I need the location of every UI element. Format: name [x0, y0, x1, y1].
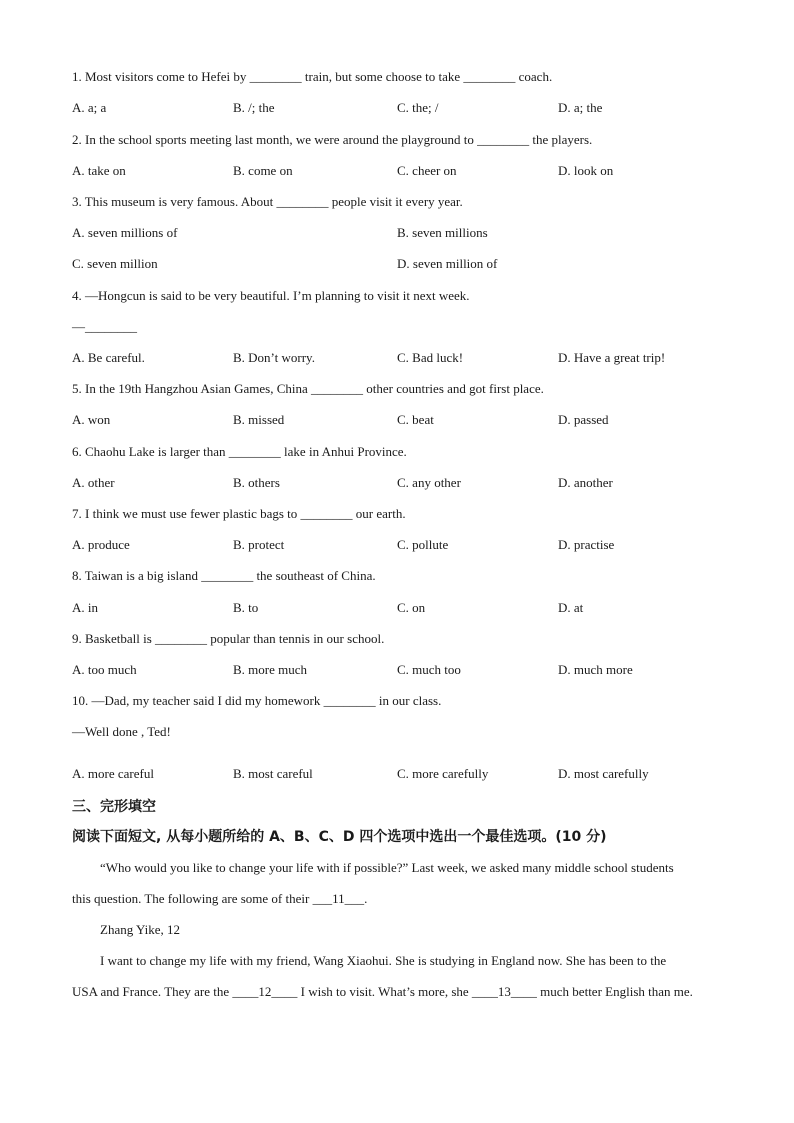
q6-option-a[interactable]: A. other — [72, 475, 115, 490]
q2-option-a[interactable]: A. take on — [72, 163, 126, 178]
q2-option-d[interactable]: D. look on — [558, 163, 614, 178]
q5-option-c[interactable]: C. beat — [397, 412, 434, 427]
q7-option-a[interactable]: A. produce — [72, 537, 130, 552]
q4-option-d[interactable]: D. Have a great trip! — [558, 350, 666, 365]
q3-option-b[interactable]: B. seven millions — [397, 225, 488, 240]
q4-option-c[interactable]: C. Bad luck! — [397, 350, 464, 365]
q6-option-b[interactable]: B. others — [233, 475, 280, 490]
question-2-stem: 2. In the school sports meeting last month, we were around the playground to ________ the players. — [72, 132, 593, 147]
q10-option-d[interactable]: D. most carefully — [558, 766, 649, 781]
q6-option-d[interactable]: D. another — [558, 475, 613, 490]
q9-option-a[interactable]: A. too much — [72, 662, 137, 677]
section-title: 三、完形填空 — [72, 799, 156, 815]
question-10-stem: 10. —Dad, my teacher said I did my homework ________ in our class. — [72, 693, 442, 708]
q3-option-c[interactable]: C. seven million — [72, 256, 158, 271]
question-3-stem: 3. This museum is very famous. About ________ people visit it every year. — [72, 194, 463, 209]
q3-option-d[interactable]: D. seven million of — [397, 256, 498, 271]
q8-option-c[interactable]: C. on — [397, 600, 426, 615]
q5-option-d[interactable]: D. passed — [558, 412, 609, 427]
q10-option-c[interactable]: C. more carefully — [397, 766, 489, 781]
section-instruction: 阅读下面短文, 从每小题所给的 A、B、C、D 四个选项中选出一个最佳选项。(10 分) — [72, 829, 607, 845]
q7-option-d[interactable]: D. practise — [558, 537, 615, 552]
q7-option-b[interactable]: B. protect — [233, 537, 285, 552]
question-6-stem: 6. Chaohu Lake is larger than ________ lake in Anhui Province. — [72, 444, 407, 459]
q1-option-b[interactable]: B. /; the — [233, 100, 275, 115]
q7-option-c[interactable]: C. pollute — [397, 537, 449, 552]
question-5-stem: 5. In the 19th Hangzhou Asian Games, China ________ other countries and got first place. — [72, 381, 544, 396]
q8-option-d[interactable]: D. at — [558, 600, 584, 615]
question-1-stem: 1. Most visitors come to Hefei by ________ train, but some choose to take ________ coach. — [72, 69, 553, 84]
question-7-stem: 7. I think we must use fewer plastic bags to ________ our earth. — [72, 506, 406, 521]
q5-option-a[interactable]: A. won — [72, 412, 111, 427]
q9-option-c[interactable]: C. much too — [397, 662, 461, 677]
question-10-response: —Well done , Ted! — [72, 724, 171, 739]
question-4-stem: 4. —Hongcun is said to be very beautiful. I’m planning to visit it next week. — [72, 288, 470, 303]
passage-paragraph-1b: this question. The following are some of their ___11___. — [72, 891, 368, 906]
q10-option-a[interactable]: A. more careful — [72, 766, 154, 781]
q2-option-c[interactable]: C. cheer on — [397, 163, 457, 178]
q3-option-a[interactable]: A. seven millions of — [72, 225, 178, 240]
q4-option-b[interactable]: B. Don’t worry. — [233, 350, 315, 365]
q2-option-b[interactable]: B. come on — [233, 163, 293, 178]
q6-option-c[interactable]: C. any other — [397, 475, 461, 490]
q1-option-c[interactable]: C. the; / — [397, 100, 439, 115]
q9-option-b[interactable]: B. more much — [233, 662, 308, 677]
passage-paragraph-1a: “Who would you like to change your life with if possible?” Last week, we asked many middle school students — [100, 860, 674, 875]
passage-author-name: Zhang Yike, 12 — [100, 922, 181, 937]
q8-option-a[interactable]: A. in — [72, 600, 98, 615]
question-8-stem: 8. Taiwan is a big island ________ the southeast of China. — [72, 568, 376, 583]
q10-option-b[interactable]: B. most careful — [233, 766, 313, 781]
passage-paragraph-2a: I want to change my life with my friend, Wang Xiaohui. She is studying in England now. She has been to the — [100, 953, 667, 968]
q1-option-d[interactable]: D. a; the — [558, 100, 603, 115]
q8-option-b[interactable]: B. to — [233, 600, 259, 615]
q5-option-b[interactable]: B. missed — [233, 412, 285, 427]
q9-option-d[interactable]: D. much more — [558, 662, 633, 677]
q1-option-a[interactable]: A. a; a — [72, 100, 107, 115]
question-9-stem: 9. Basketball is ________ popular than tennis in our school. — [72, 631, 385, 646]
q4-option-a[interactable]: A. Be careful. — [72, 350, 145, 365]
passage-paragraph-2b: USA and France. They are the ____12____ I wish to visit. What’s more, she ____13____ much better English than me. — [72, 984, 693, 999]
question-4-response: —________ — [72, 319, 137, 334]
